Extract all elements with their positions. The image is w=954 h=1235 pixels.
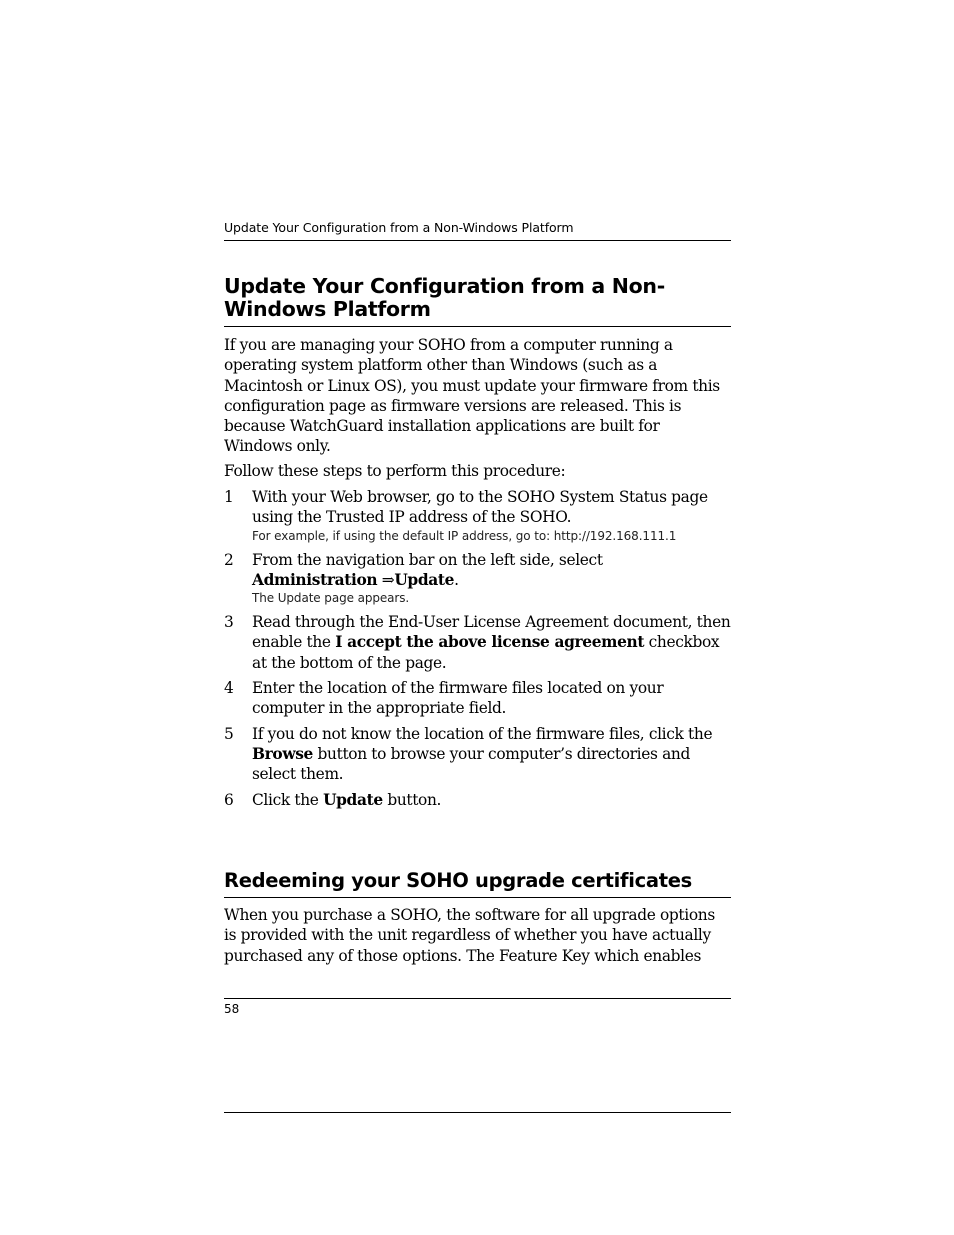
- step-text-pre: If you do not know the location of the firmware files, click the: [252, 724, 713, 743]
- step-text: [252, 790, 731, 810]
- bottom-divider: [224, 1112, 731, 1113]
- browse-button-reference: Browse: [252, 744, 313, 763]
- step-2: [224, 550, 731, 608]
- step-note: The Update page appears.: [252, 591, 410, 606]
- step-3: [224, 612, 731, 673]
- step-text-post: checkbox at the bottom of the page.: [252, 633, 720, 672]
- page-number: 58: [224, 1002, 240, 1016]
- step-number: 3: [224, 613, 234, 632]
- steps-lead-in: Follow these steps to perform this procedure:: [224, 462, 566, 480]
- step-text-post: button.: [382, 790, 442, 809]
- step-number: 1: [224, 488, 234, 506]
- step-text: Enter the location of the firmware files located on your computer in the appropriate field.: [252, 679, 664, 718]
- step-text-pre: Read through the End-User License Agreement document, then enable the: [252, 613, 731, 652]
- step-text-pre: From the navigation bar on the left side, select: [252, 550, 603, 569]
- running-header: Update Your Configuration from a Non-Windows Platform: [224, 219, 731, 241]
- step-text: With your Web browser, go to the SOHO System Status page using the Trusted IP address of the SOHO.: [252, 488, 708, 527]
- section-heading-redeeming-certificates: Redeeming your SOHO upgrade certificates: [224, 868, 731, 898]
- step-1: [224, 487, 731, 545]
- step-number: 6: [224, 790, 234, 809]
- step-number: 2: [224, 550, 234, 569]
- intro-paragraph: If you are managing your SOHO from a computer running a operating system platform other than Windows (such as a Macintosh or Linux OS), you must update your firmware from this configuration page as firmware versions are released. This is because WatchGuard installation applications are built for Windows only.: [224, 336, 720, 456]
- step-text: [252, 724, 731, 785]
- arrow-right-icon: ⇒: [377, 570, 395, 589]
- update-button-reference: Update: [323, 790, 383, 809]
- procedure-steps: [224, 487, 731, 815]
- step-text-pre: Click the: [252, 790, 324, 809]
- checkbox-label-reference: I accept the above license agreement: [335, 633, 645, 652]
- footer-divider: [224, 998, 731, 999]
- step-text-post: button to browse your computer’s directories and select them.: [252, 744, 690, 784]
- step-text: [252, 550, 731, 591]
- step-note: For example, if using the default IP address, go to: http://192.168.111.1: [252, 528, 677, 543]
- menu-path-administration: Administration: [252, 570, 378, 589]
- step-number: 4: [224, 679, 234, 698]
- step-text: [252, 612, 731, 673]
- step-text-post: .: [454, 570, 459, 589]
- step-6: [224, 790, 731, 810]
- redeeming-paragraph: When you purchase a SOHO, the software for all upgrade options is provided with the unit regardless of whether you have actually purchased any of those options. The Feature Key which enables: [224, 906, 715, 965]
- step-5: [224, 724, 731, 785]
- menu-path-update: Update: [394, 570, 455, 589]
- step-number: 5: [224, 724, 234, 743]
- section-heading-update-config: Update Your Configuration from a Non-Windows Platform: [224, 275, 731, 327]
- step-4: [224, 678, 731, 719]
